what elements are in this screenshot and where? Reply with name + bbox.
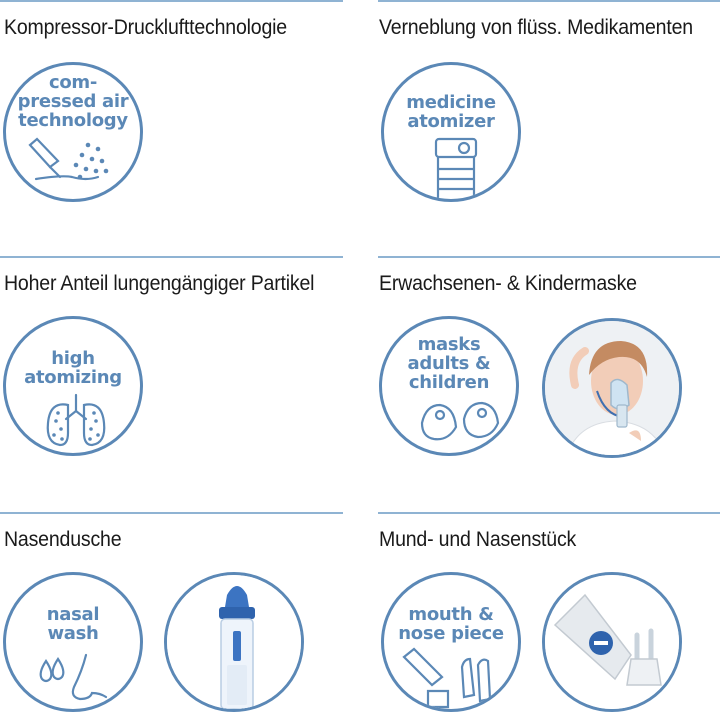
- feature-badge-compressed-air: [3, 62, 143, 202]
- divider: [378, 0, 720, 2]
- feature-title: Kompressor-Drucklufttechnologie: [4, 16, 287, 39]
- divider: [0, 0, 343, 2]
- divider: [378, 512, 720, 514]
- masks-icon: [382, 319, 519, 456]
- nose-drops-icon: [6, 575, 143, 712]
- badge-line: technology: [18, 110, 128, 131]
- nasal-wash-device-photo: [164, 572, 304, 712]
- badge-line: nose piece: [398, 623, 504, 644]
- feature-badge-mouth-nose-piece: [381, 572, 521, 712]
- feature-badge-high-atomizing: [3, 316, 143, 456]
- feature-title: Verneblung von flüss. Medikamenten: [379, 16, 693, 39]
- feature-badge-nasal-wash: [3, 572, 143, 712]
- badge-line: wash: [47, 623, 99, 644]
- badge-line: atomizing: [24, 367, 122, 388]
- mouth-nose-piece-photo: [542, 572, 682, 712]
- compressed-air-icon: [6, 65, 143, 202]
- divider: [0, 512, 343, 514]
- divider: [0, 256, 343, 258]
- badge-line: masks: [417, 334, 481, 355]
- feature-badge-masks: [379, 316, 519, 456]
- medicine-bottle-icon: [384, 65, 521, 202]
- feature-badge-medicine-atomizer: [381, 62, 521, 202]
- feature-title: Erwachsenen- & Kindermaske: [379, 272, 637, 295]
- badge-line: high: [51, 348, 95, 369]
- badge-line: medicine: [406, 92, 496, 113]
- badge-line: com-: [48, 72, 98, 93]
- feature-title: Mund- und Nasenstück: [379, 528, 577, 551]
- badge-line: atomizer: [407, 111, 495, 132]
- badge-line: nasal: [46, 604, 100, 625]
- lungs-icon: [6, 319, 143, 456]
- divider: [378, 256, 720, 258]
- badge-line: adults &: [407, 353, 491, 374]
- mouth-nose-piece-icon: [384, 575, 521, 712]
- badge-line: pressed air: [17, 91, 129, 112]
- badge-line: mouth &: [408, 604, 494, 625]
- badge-line: children: [408, 372, 490, 393]
- feature-title: Hoher Anteil lungengängiger Partikel: [4, 272, 315, 295]
- mask-woman-photo: [542, 318, 682, 458]
- feature-title: Nasendusche: [4, 528, 122, 551]
